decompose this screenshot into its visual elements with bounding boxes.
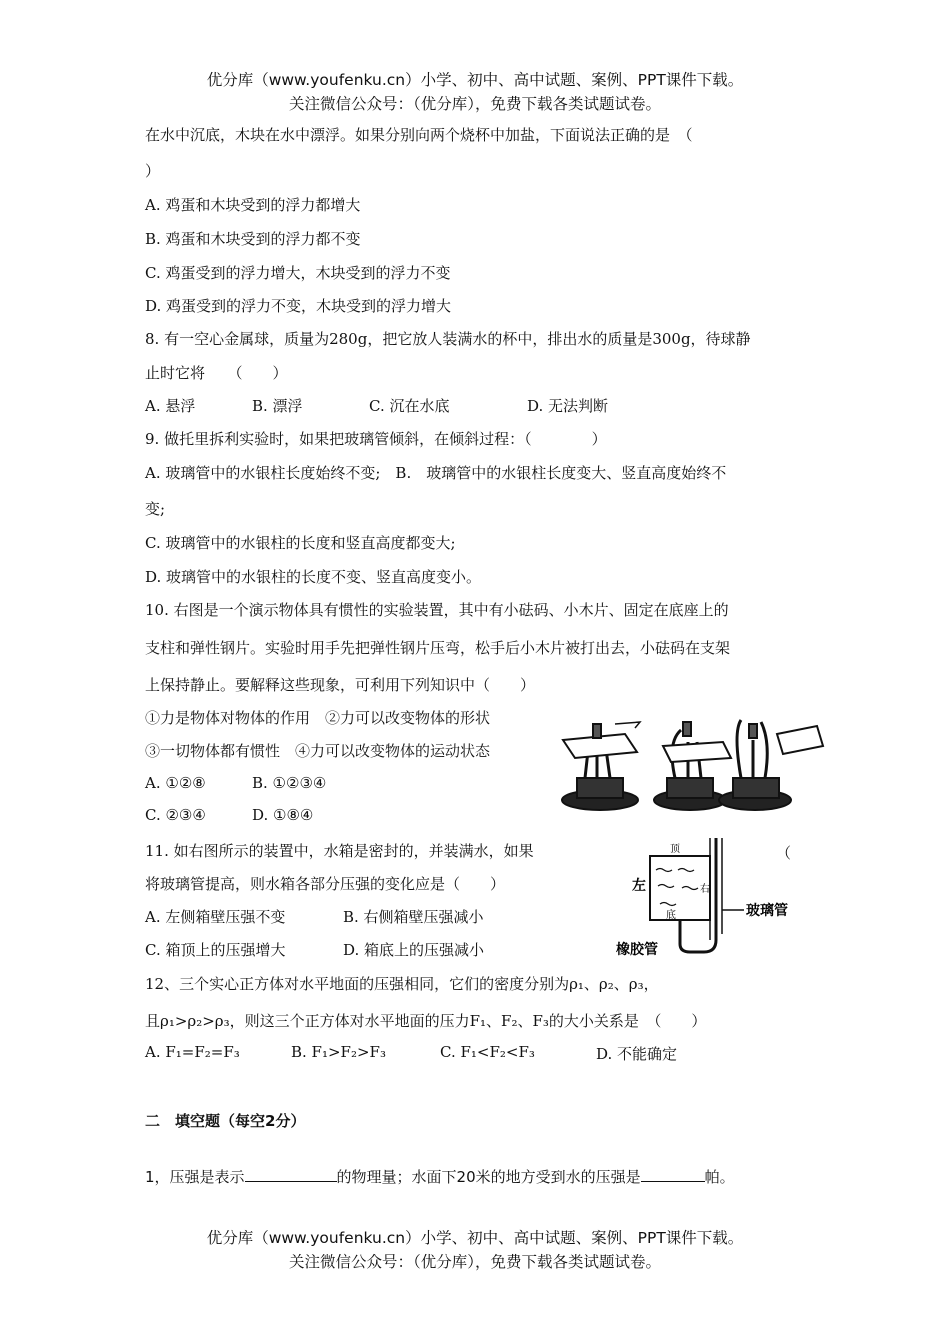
q12-option-b: B. F₁>F₂>F₃ <box>291 1043 386 1061</box>
inertia-apparatus-figure <box>555 712 825 814</box>
q8-option-a: A. 悬浮 <box>145 397 196 415</box>
label-top: 顶 <box>670 844 680 855</box>
q12-stem-2: 且ρ₁>ρ₂>ρ₃，则这三个正方体对水平地面的压力F₁、F₂、F₃的大小关系是 （ ） <box>145 1012 707 1030</box>
q12-option-d: D. 不能确定 <box>596 1045 678 1063</box>
label-right: 右 <box>700 884 710 895</box>
label-bottom: 底 <box>666 910 676 921</box>
q9-option-d: D. 玻璃管中的水银柱的长度不变、竖直高度变小。 <box>145 568 482 586</box>
q11-option-a: A. 左侧箱壁压强不变 <box>145 908 286 926</box>
section-2-title: 二 填空题（每空2分） <box>145 1112 306 1130</box>
header-line-2: 关注微信公众号：（优分库），免费下载各类试题试卷。 <box>288 95 661 113</box>
q7-option-c: C. 鸡蛋受到的浮力增大，木块受到的浮力不变 <box>145 264 451 282</box>
q10-stem-3: 上保持静止。要解释这些现象，可利用下列知识中（ ） <box>145 676 536 694</box>
q9-option-c: C. 玻璃管中的水银柱的长度和竖直高度都变大; <box>145 534 456 552</box>
q10-knowledge-12: ①力是物体对物体的作用 ②力可以改变物体的形状 <box>145 709 491 727</box>
q12-stem-1: 12、三个实心正方体对水平地面的压强相同，它们的密度分别为ρ₁、ρ₂、ρ₃， <box>145 975 659 993</box>
q8-option-b: B. 漂浮 <box>252 397 303 415</box>
label-rubber-tube: 橡胶管 <box>616 942 658 958</box>
q9-options-ab: A. 玻璃管中的水银柱长度始终不变; B. 玻璃管中的水银柱长度变大、竖直高度始终不 <box>145 464 727 482</box>
q8-stem-2: 止时它将 （ ） <box>145 364 288 382</box>
footer-line-1: 优分库（www.youfenku.cn）小学、初中、高中试题、案例、PPT课件下载。 <box>206 1229 744 1247</box>
q10-option-c: C. ②③④ <box>145 806 206 824</box>
q7-paren-close: ） <box>145 162 161 180</box>
q11-stem-1-tail: （ <box>776 844 792 862</box>
q11-stem-1: 11. 如右图所示的装置中，水箱是密封的，并装满水，如果 <box>145 842 534 860</box>
q7-option-a: A. 鸡蛋和木块受到的浮力都增大 <box>145 196 361 214</box>
q8-option-d: D. 无法判断 <box>527 397 609 415</box>
q11-stem-2: 将玻璃管提高，则水箱各部分压强的变化应是（ ） <box>145 875 506 893</box>
q9-options-ab-cont: 变; <box>145 500 166 518</box>
water-tank-figure <box>612 834 802 960</box>
apparatus-stand-3 <box>719 720 823 810</box>
label-glass-tube: 玻璃管 <box>746 903 788 919</box>
fill-q1-text-b: 的物理量；水面下20米的地方受到水的压强是 <box>336 1168 641 1186</box>
fill-q1-text-a: 1，压强是表示 <box>145 1168 245 1186</box>
q9-stem: 9. 做托里拆利实验时，如果把玻璃管倾斜，在倾斜过程：（ ） <box>145 430 607 448</box>
q7-option-d: D. 鸡蛋受到的浮力不变，木块受到的浮力增大 <box>145 297 452 315</box>
fill-q1-text-c: 帕。 <box>704 1168 735 1186</box>
header-line-1: 优分库（www.youfenku.cn）小学、初中、高中试题、案例、PPT课件下载。 <box>206 71 744 89</box>
label-left: 左 <box>632 878 646 894</box>
q11-option-c: C. 箱顶上的压强增大 <box>145 941 286 959</box>
q12-option-a: A. F₁=F₂=F₃ <box>145 1043 240 1061</box>
q12-option-c: C. F₁<F₂<F₃ <box>440 1043 535 1061</box>
footer-line-2: 关注微信公众号：（优分库），免费下载各类试题试卷。 <box>288 1253 661 1271</box>
q11-option-d: D. 箱底上的压强减小 <box>343 941 485 959</box>
q7-option-b: B. 鸡蛋和木块受到的浮力都不变 <box>145 230 361 248</box>
fill-q1 <box>145 1166 735 1187</box>
fill-q1-blank-2[interactable] <box>641 1166 705 1182</box>
q10-option-d: D. ①⑧④ <box>252 806 314 824</box>
q10-knowledge-34: ③一切物体都有惯性 ④力可以改变物体的运动状态 <box>145 742 491 760</box>
water-ripples <box>656 869 698 906</box>
q8-stem-1: 8. 有一空心金属球，质量为280g，把它放人装满水的杯中，排出水的质量是300g，待球静 <box>145 330 751 348</box>
q10-option-a: A. ①②⑧ <box>145 774 206 792</box>
apparatus-stand-1 <box>562 722 640 810</box>
q10-stem-1: 10. 右图是一个演示物体具有惯性的实验装置，其中有小砝码、小木片、固定在底座上的 <box>145 601 729 619</box>
fill-q1-blank-1[interactable] <box>245 1166 337 1182</box>
q7-stem: 在水中沉底，木块在水中漂浮。如果分别向两个烧杯中加盐，下面说法正确的是 （ <box>145 126 693 144</box>
q11-option-b: B. 右侧箱壁压强减小 <box>343 908 484 926</box>
q8-option-c: C. 沉在水底 <box>369 397 450 415</box>
q10-option-b: B. ①②③④ <box>252 774 327 792</box>
q10-stem-2: 支柱和弹性钢片。实验时用手先把弹性钢片压弯，松手后小木片被打出去，小砝码在支架 <box>145 639 731 657</box>
